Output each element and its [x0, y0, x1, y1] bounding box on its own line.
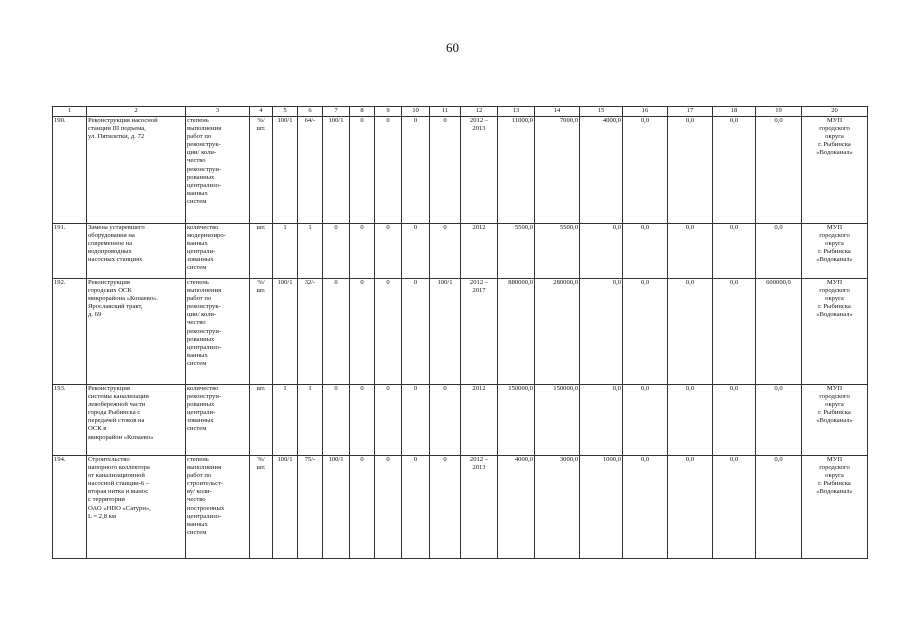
amount-col-18-cell: 0,0 [713, 456, 756, 559]
value-col-7-cell: 0 [323, 224, 350, 279]
column-header-18: 18 [713, 107, 756, 117]
amount-col-16-cell: 0,0 [623, 224, 668, 279]
value-col-5-cell: 1 [273, 224, 298, 279]
column-header-9: 9 [375, 107, 402, 117]
amount-col-19-cell: 0,0 [756, 456, 802, 559]
years-cell: 2012 [461, 385, 498, 456]
value-col-6-cell: 64/- [298, 117, 323, 224]
value-col-8-cell: 0 [350, 279, 375, 385]
amount-col-18-cell: 0,0 [713, 224, 756, 279]
column-header-2: 2 [87, 107, 186, 117]
unit-cell: %/ шт. [250, 117, 273, 224]
measure-name-cell: Реконструкция системы канализации левобережной части города Рыбинска с передачей стоков на ОСК в микрорайон «Копаево» [87, 385, 186, 456]
value-col-11-cell: 0 [430, 456, 461, 559]
table-row [53, 456, 868, 559]
value-col-9-cell: 0 [375, 117, 402, 224]
column-header-12: 12 [461, 107, 498, 117]
amount-col-18-cell: 0,0 [713, 385, 756, 456]
years-cell: 2012 [461, 224, 498, 279]
amount-col-13-cell: 150000,0 [498, 385, 535, 456]
amount-col-13-cell: 4000,0 [498, 456, 535, 559]
page-number: 60 [446, 40, 459, 55]
column-header-17: 17 [668, 107, 713, 117]
column-header-3: 3 [186, 107, 250, 117]
table-row [53, 117, 868, 224]
amount-col-16-cell: 0,0 [623, 385, 668, 456]
amount-col-17-cell: 0,0 [668, 279, 713, 385]
indicator-cell: степень выполнения работ по реконструк- ции/ коли- чество реконструи- рованных централизо- ванных систем [186, 279, 250, 385]
years-cell: 2012 – 2017 [461, 279, 498, 385]
amount-col-15-cell: 4000,0 [580, 117, 623, 224]
unit-cell: шт. [250, 224, 273, 279]
table-row [53, 224, 868, 279]
indicator-cell: степень выполнения работ по строительст- ву/ коли- чество построенных централизо- ванных систем [186, 456, 250, 559]
amount-col-18-cell: 0,0 [713, 279, 756, 385]
table-row [53, 279, 868, 385]
column-header-15: 15 [580, 107, 623, 117]
executor-cell: МУП городского округа г. Рыбинска «Водоканал» [802, 279, 868, 385]
indicator-cell: количество реконструи- рованных централи- зованных систем [186, 385, 250, 456]
amount-col-14-cell: 280000,0 [535, 279, 580, 385]
indicator-cell: степень выполнения работ по реконструк- ции/ коли- чество реконструи- рованных централизо- ванных систем [186, 117, 250, 224]
value-col-6-cell: 1 [298, 385, 323, 456]
column-header-8: 8 [350, 107, 375, 117]
amount-col-17-cell: 0,0 [668, 224, 713, 279]
value-col-9-cell: 0 [375, 385, 402, 456]
amount-col-19-cell: 600000,0 [756, 279, 802, 385]
value-col-5-cell: 1 [273, 385, 298, 456]
header-row [53, 107, 868, 117]
value-col-11-cell: 0 [430, 224, 461, 279]
executor-cell: МУП городского округа г. Рыбинска «Водоканал» [802, 117, 868, 224]
amount-col-16-cell: 0,0 [623, 456, 668, 559]
column-header-19: 19 [756, 107, 802, 117]
row-number-cell: 192. [53, 279, 87, 385]
amount-col-13-cell: 5500,0 [498, 224, 535, 279]
amount-col-17-cell: 0,0 [668, 117, 713, 224]
amount-col-16-cell: 0,0 [623, 279, 668, 385]
column-header-4: 4 [250, 107, 273, 117]
indicator-cell: количество модернизиро- ванных централи- зованных систем [186, 224, 250, 279]
years-cell: 2012 – 2013 [461, 456, 498, 559]
amount-col-15-cell: 0,0 [580, 385, 623, 456]
program-table [52, 106, 868, 559]
column-header-7: 7 [323, 107, 350, 117]
amount-col-18-cell: 0,0 [713, 117, 756, 224]
amount-col-15-cell: 0,0 [580, 279, 623, 385]
column-header-5: 5 [273, 107, 298, 117]
column-header-13: 13 [498, 107, 535, 117]
value-col-6-cell: 75/- [298, 456, 323, 559]
value-col-11-cell: 0 [430, 117, 461, 224]
unit-cell: %/ шт. [250, 456, 273, 559]
value-col-7-cell: 100/1 [323, 117, 350, 224]
value-col-9-cell: 0 [375, 456, 402, 559]
value-col-10-cell: 0 [402, 117, 430, 224]
value-col-8-cell: 0 [350, 385, 375, 456]
column-header-10: 10 [402, 107, 430, 117]
amount-col-15-cell: 1000,0 [580, 456, 623, 559]
value-col-10-cell: 0 [402, 456, 430, 559]
column-header-20: 20 [802, 107, 868, 117]
value-col-10-cell: 0 [402, 279, 430, 385]
measure-name-cell: Реконструкция насосной станции III подъема, ул. Пятилетки, д. 72 [87, 117, 186, 224]
row-number-cell: 193. [53, 385, 87, 456]
amount-col-17-cell: 0,0 [668, 456, 713, 559]
value-col-10-cell: 0 [402, 224, 430, 279]
amount-col-13-cell: 880000,0 [498, 279, 535, 385]
unit-cell: %/ шт. [250, 279, 273, 385]
unit-cell: шт. [250, 385, 273, 456]
amount-col-14-cell: 3000,0 [535, 456, 580, 559]
amount-col-19-cell: 0,0 [756, 224, 802, 279]
value-col-5-cell: 100/1 [273, 279, 298, 385]
value-col-6-cell: 1 [298, 224, 323, 279]
column-header-1: 1 [53, 107, 87, 117]
value-col-7-cell: 100/1 [323, 456, 350, 559]
value-col-5-cell: 100/1 [273, 117, 298, 224]
row-number-cell: 194. [53, 456, 87, 559]
value-col-8-cell: 0 [350, 224, 375, 279]
value-col-6-cell: 32/- [298, 279, 323, 385]
amount-col-17-cell: 0,0 [668, 385, 713, 456]
row-number-cell: 190. [53, 117, 87, 224]
value-col-11-cell: 0 [430, 385, 461, 456]
amount-col-16-cell: 0,0 [623, 117, 668, 224]
value-col-7-cell: 0 [323, 279, 350, 385]
amount-col-14-cell: 7000,0 [535, 117, 580, 224]
amount-col-19-cell: 0,0 [756, 385, 802, 456]
value-col-5-cell: 100/1 [273, 456, 298, 559]
executor-cell: МУП городского округа г. Рыбинска «Водоканал» [802, 385, 868, 456]
row-number-cell: 191. [53, 224, 87, 279]
executor-cell: МУП городского округа г. Рыбинска «Водоканал» [802, 224, 868, 279]
amount-col-19-cell: 0,0 [756, 117, 802, 224]
measure-name-cell: Замена устаревшего оборудования на современное на водопроводных насосных станциях [87, 224, 186, 279]
value-col-10-cell: 0 [402, 385, 430, 456]
value-col-8-cell: 0 [350, 456, 375, 559]
measure-name-cell: Строительство напорного коллектора от канализационной насосной станции-6 – вторая нитка и вынос с территории ОАО «НПО «Сатурн», L = 2,8 км [87, 456, 186, 559]
table-row [53, 385, 868, 456]
value-col-11-cell: 100/1 [430, 279, 461, 385]
column-header-11: 11 [430, 107, 461, 117]
value-col-8-cell: 0 [350, 117, 375, 224]
amount-col-14-cell: 5500,0 [535, 224, 580, 279]
amount-col-15-cell: 0,0 [580, 224, 623, 279]
value-col-9-cell: 0 [375, 224, 402, 279]
column-header-14: 14 [535, 107, 580, 117]
executor-cell: МУП городского округа г. Рыбинска «Водоканал» [802, 456, 868, 559]
value-col-7-cell: 0 [323, 385, 350, 456]
amount-col-14-cell: 150000,0 [535, 385, 580, 456]
years-cell: 2012 – 2013 [461, 117, 498, 224]
column-header-16: 16 [623, 107, 668, 117]
column-header-6: 6 [298, 107, 323, 117]
amount-col-13-cell: 11000,0 [498, 117, 535, 224]
measure-name-cell: Реконструкция городских ОСК микрорайона «Копаево». Ярославский тракт, д. 69 [87, 279, 186, 385]
value-col-9-cell: 0 [375, 279, 402, 385]
